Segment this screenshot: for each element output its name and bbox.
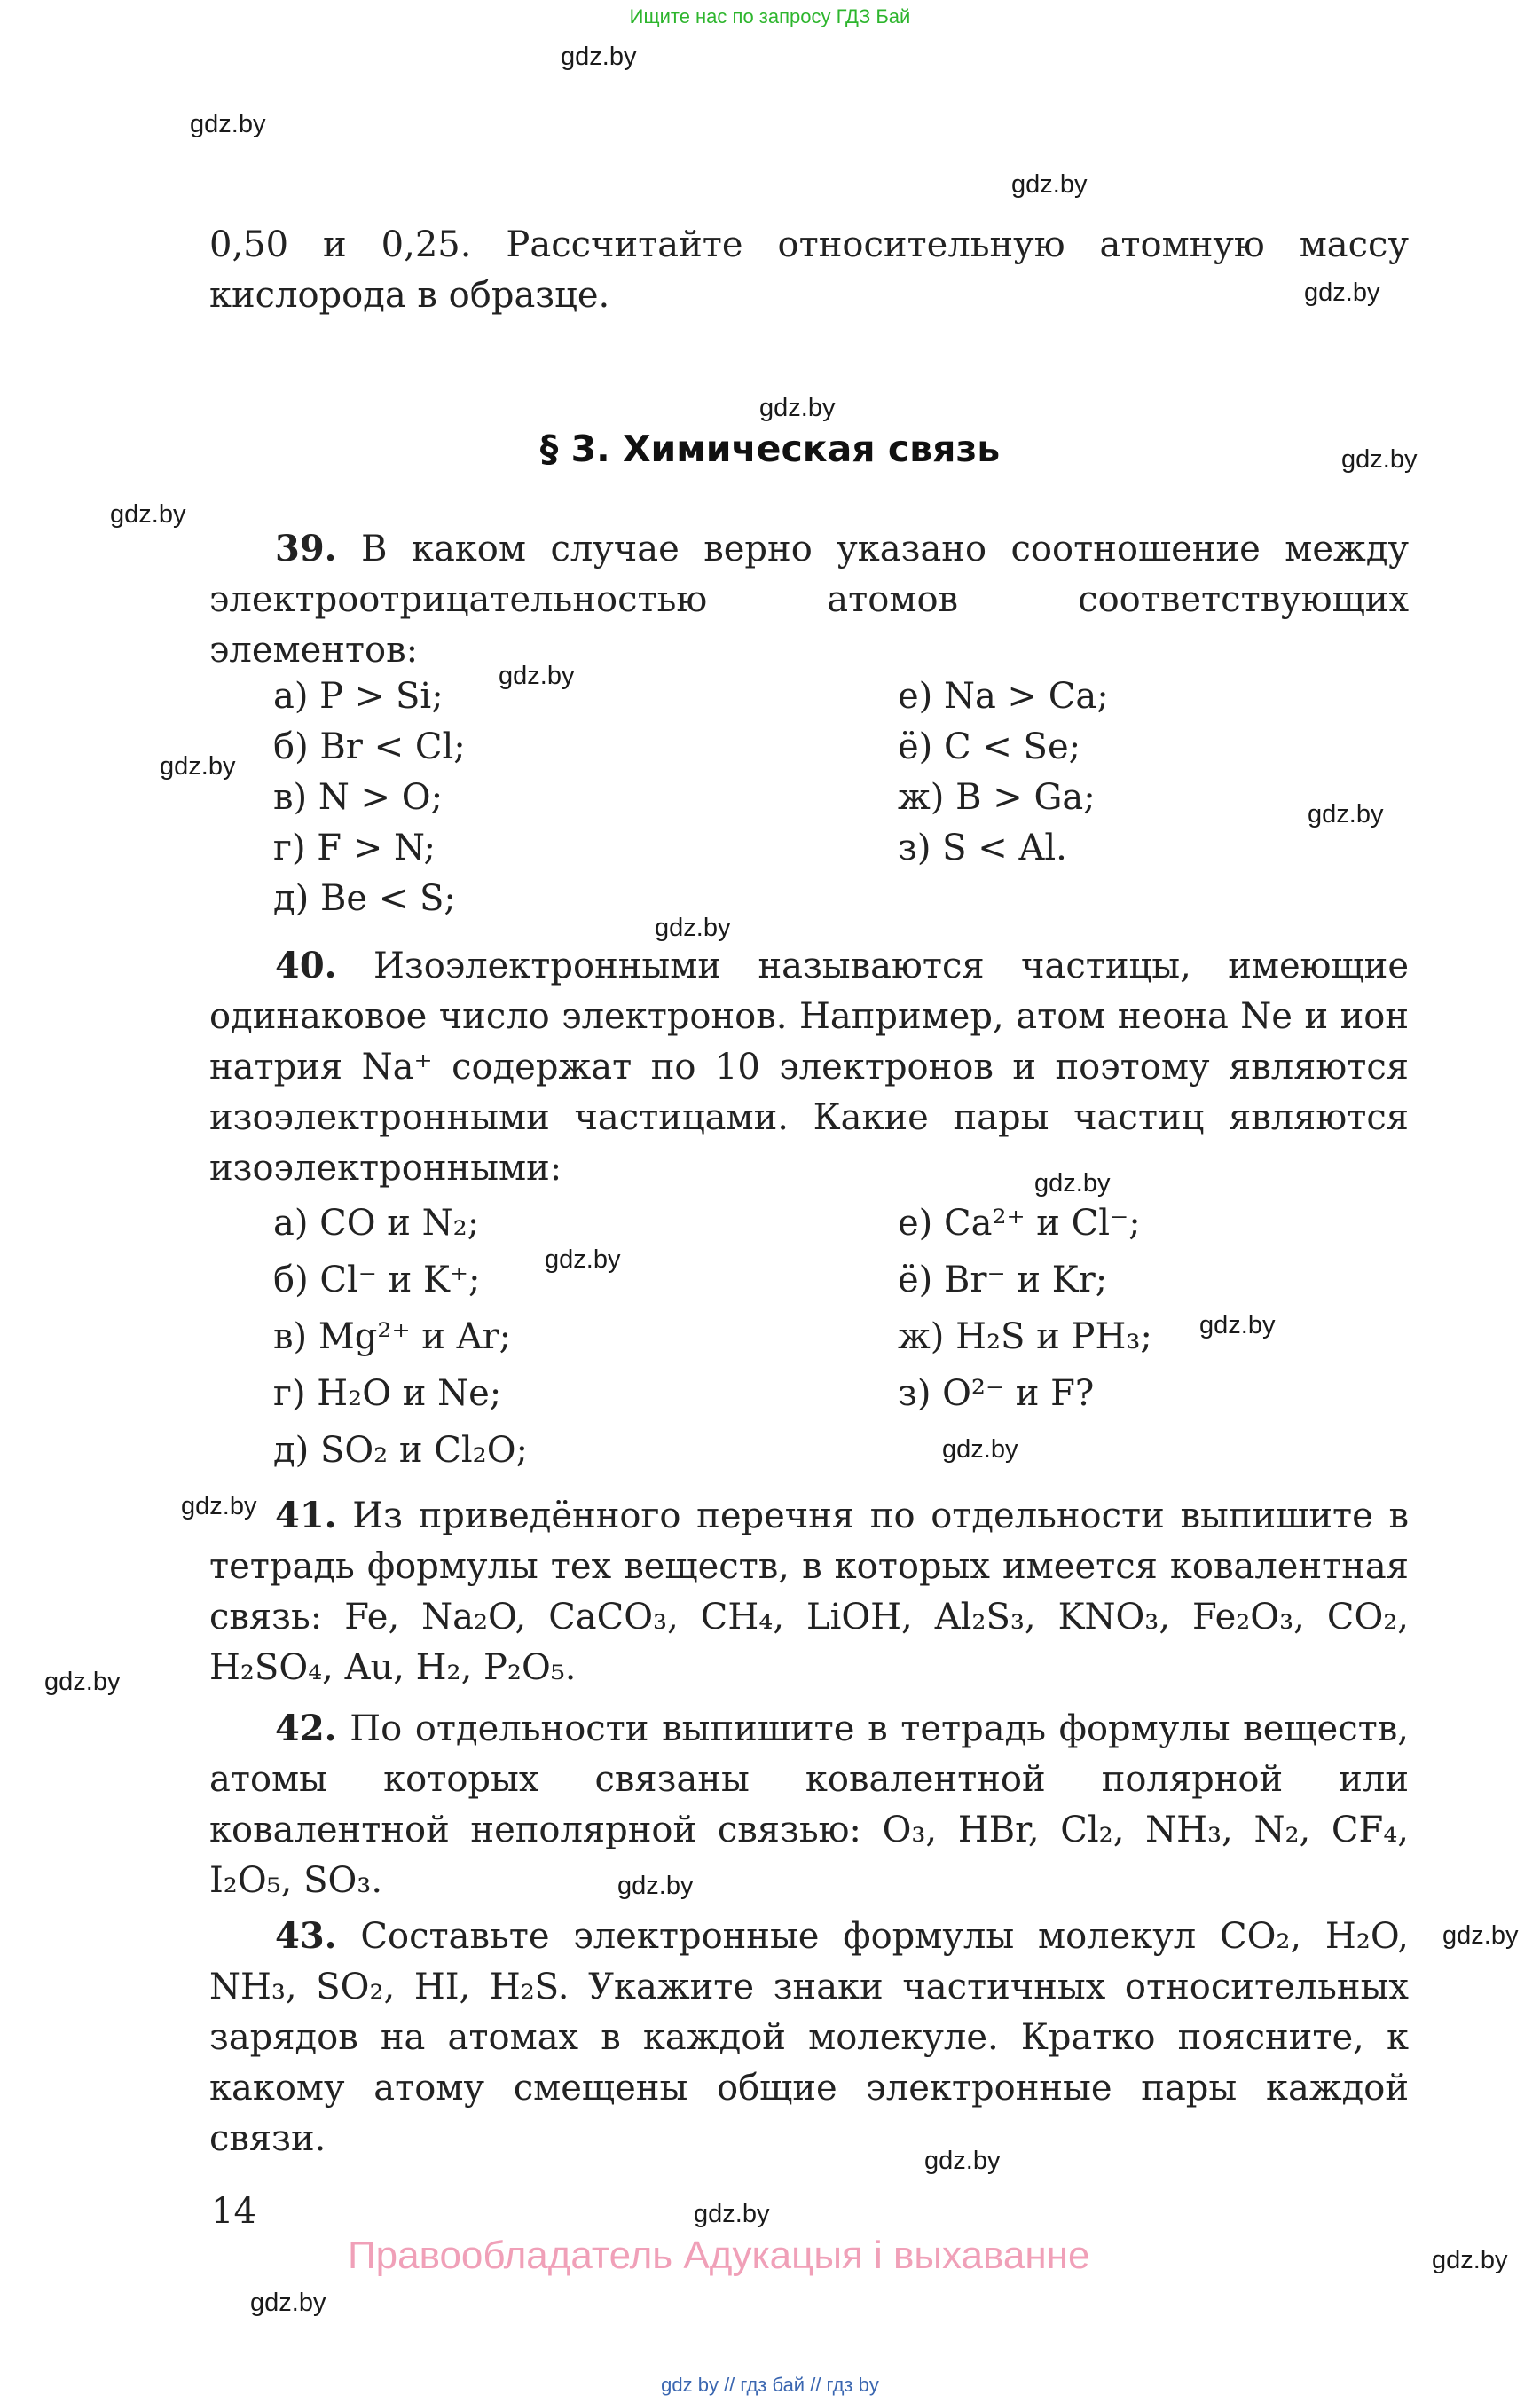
watermark: gdz.by	[924, 2147, 1001, 2175]
watermark: gdz.by	[1308, 800, 1384, 828]
watermark: gdz.by	[942, 1435, 1018, 1464]
watermark: gdz.by	[1011, 170, 1088, 199]
watermark: gdz.by	[655, 914, 731, 942]
watermark: gdz.by	[499, 662, 575, 690]
watermark: gdz.by	[250, 2289, 326, 2317]
question-number: 43.	[275, 1915, 337, 1957]
watermark: gdz.by	[190, 110, 266, 138]
watermark: gdz.by	[759, 394, 836, 422]
option: в) N > O;	[273, 777, 444, 818]
option: д) Be < S;	[273, 878, 456, 919]
question-number: 42.	[275, 1708, 337, 1749]
watermark: gdz.by	[694, 2200, 770, 2228]
watermark: gdz.by	[561, 43, 637, 71]
watermark: gdz.by	[545, 1245, 621, 1274]
question-text: По отдельности выпишите в тетрадь формулы веществ, атомы которых связаны ковалентной полярной или ковалентной неполярной связью: O₃, HBr, Cl₂, NH₃, N₂, CF₄, I₂O₅, SO₃.	[209, 1708, 1409, 1901]
watermark: gdz.by	[44, 1668, 121, 1696]
option: ж) B > Ga;	[898, 777, 1096, 818]
option: ж) H₂S и PH₃;	[898, 1316, 1152, 1357]
option: ё) C < Se;	[898, 726, 1081, 767]
question-number: 39.	[275, 528, 337, 569]
question-41	[209, 1490, 1409, 1693]
option: б) Br < Cl;	[273, 726, 466, 767]
question-42	[209, 1703, 1409, 1906]
option: а) P > Si;	[273, 676, 444, 717]
question-39	[209, 523, 1409, 676]
watermark: gdz.by	[1432, 2246, 1508, 2274]
option: в) Mg²⁺ и Ar;	[273, 1316, 512, 1357]
watermark: gdz.by	[160, 752, 236, 781]
option: е) Ca²⁺ и Cl⁻;	[898, 1203, 1141, 1244]
question-43	[209, 1911, 1409, 2164]
question-number: 41.	[275, 1495, 337, 1536]
top-banner[interactable]: Ищите нас по запросу ГДЗ Бай	[629, 5, 911, 27]
option: б) Cl⁻ и K⁺;	[273, 1260, 481, 1300]
bottom-links[interactable]: gdz by // гдз бай // гдз by	[661, 2374, 879, 2396]
page-number: 14	[211, 2191, 256, 2232]
intro-paragraph	[209, 220, 1409, 321]
intro-text: 0,50 и 0,25. Рассчитайте относительную атомную массу кислорода в образце.	[209, 224, 1409, 316]
question-text: Из приведённого перечня по отдельности выпишите в тетрадь формулы тех веществ, в которых имеется ковалентная связь: Fe, Na₂O, CaCO₃, CH₄, LiOH, Al₂S₃, KNO₃, Fe₂O₃, CO₂, H₂SO₄, Au, H₂, P₂O₅.	[209, 1496, 1409, 1688]
watermark: gdz.by	[181, 1492, 257, 1520]
option: д) SO₂ и Cl₂O;	[273, 1430, 528, 1471]
watermark: gdz.by	[1442, 1921, 1519, 1950]
copyright-notice: Правообладатель Адукацыя і выхаванне	[348, 2234, 1090, 2277]
watermark: gdz.by	[1304, 279, 1380, 307]
watermark: gdz.by	[617, 1872, 694, 1900]
question-number: 40.	[275, 945, 337, 986]
watermark: gdz.by	[1034, 1169, 1111, 1198]
watermark: gdz.by	[110, 500, 186, 529]
section-title: § 3. Химическая связь	[539, 428, 1001, 470]
option: з) O²⁻ и F?	[898, 1373, 1095, 1414]
watermark: gdz.by	[1341, 445, 1418, 474]
option: а) CO и N₂;	[273, 1203, 480, 1244]
watermark: gdz.by	[1199, 1311, 1276, 1339]
question-text: Составьте электронные формулы молекул CO₂, H₂O, NH₃, SO₂, HI, H₂S. Укажите знаки частичных относительных зарядов на атомах в каждой молекуле. Кратко поясните, к какому атому смещены общие электронные пары каждой связи.	[209, 1916, 1409, 2159]
option: г) H₂O и Ne;	[273, 1373, 502, 1414]
question-40	[209, 940, 1409, 1194]
option: е) Na > Ca;	[898, 676, 1109, 717]
question-text: Изоэлектронными называются частицы, имеющие одинаковое число электронов. Например, атом неона Ne и ион натрия Na⁺ содержат по 10 электронов и поэтому являются изоэлектронными частицами. Какие пары частиц являются изоэлектронными:	[209, 946, 1409, 1189]
option: з) S < Al.	[898, 828, 1067, 868]
option: ё) Br⁻ и Kr;	[898, 1260, 1108, 1300]
option: г) F > N;	[273, 828, 436, 868]
question-text: В каком случае верно указано соотношение между электроотрицательностью атомов соответствующих элементов:	[209, 529, 1410, 671]
